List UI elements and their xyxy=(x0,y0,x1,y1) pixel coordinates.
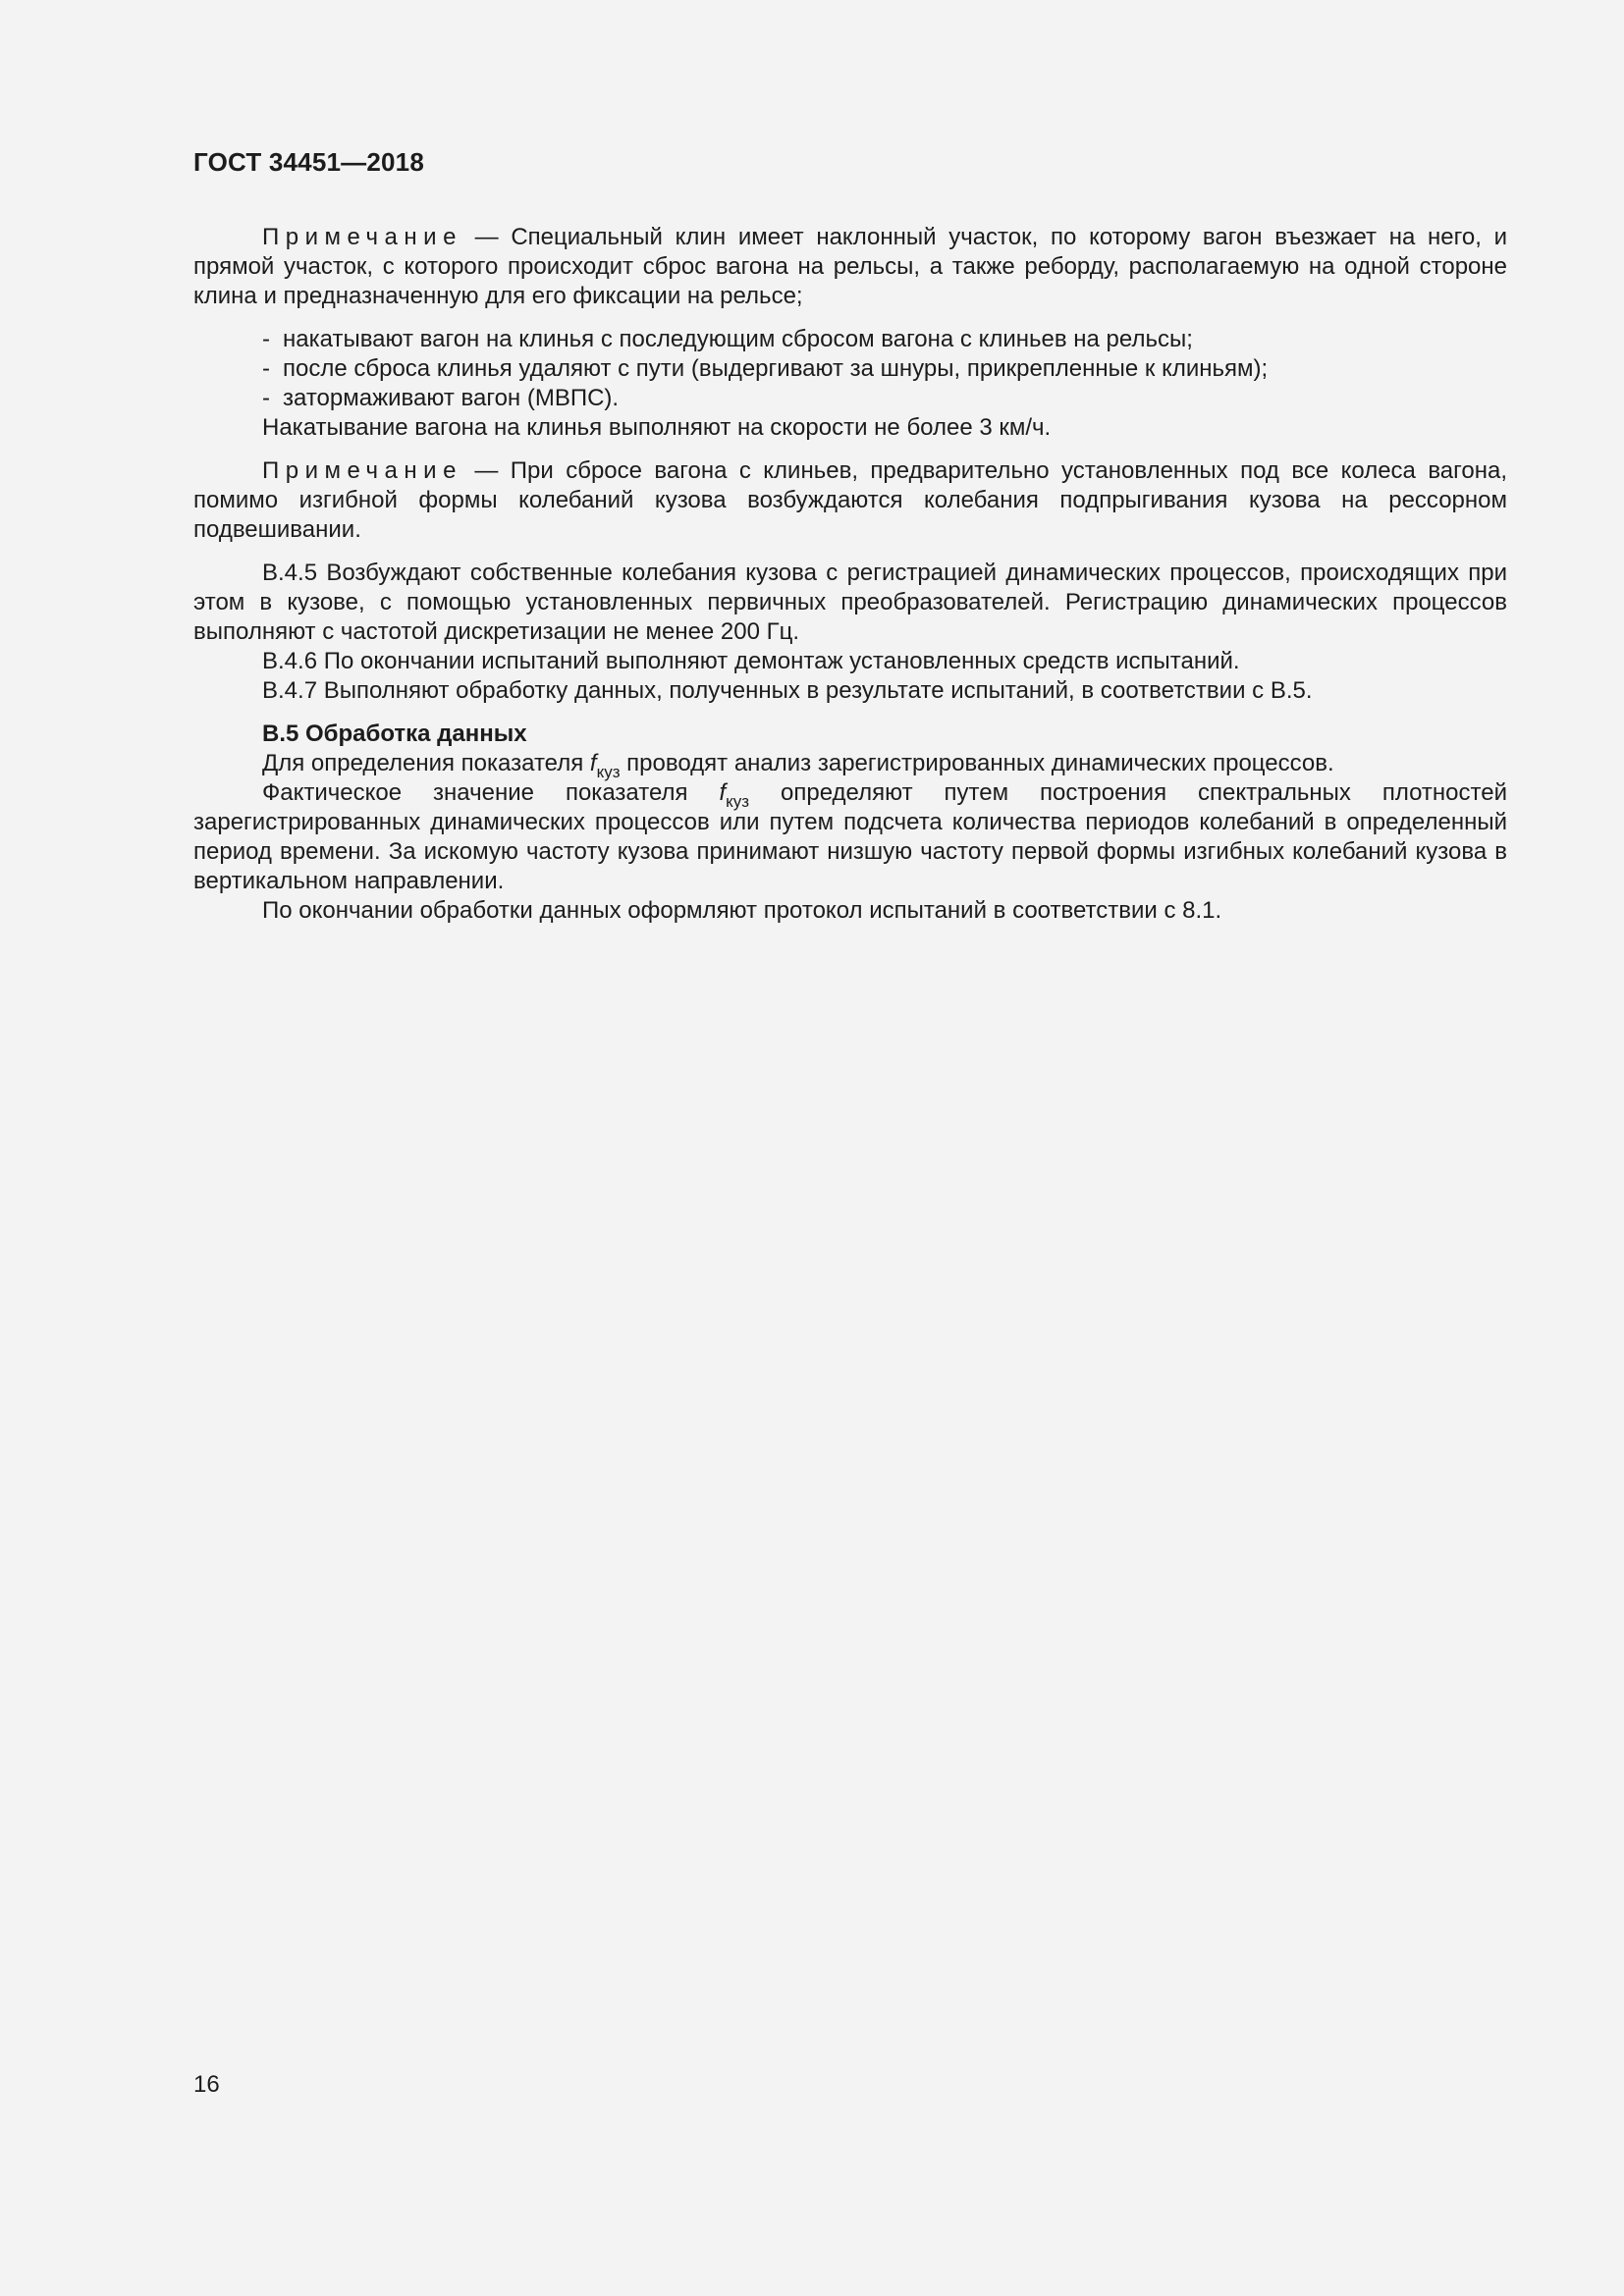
note-paragraph xyxy=(193,223,1507,311)
speed-paragraph: Накатывание вагона на клинья выполняют на скорости не более 3 км/ч. xyxy=(262,414,1052,441)
b5-paragraph-1 xyxy=(193,749,1507,781)
clause-b-4-5: В.4.5 Возбуждают собственные колебания кузова с регистрацией динамических процессов, происходящих при этом в кузове, с помощью установленных первичных преобразователей. Регистрацию динамических процессов выполняют с частотой дискретизации не менее 200 Гц. xyxy=(193,560,1507,645)
document-header: ГОСТ 34451—2018 xyxy=(193,147,424,177)
symbol-letter: f xyxy=(719,779,727,806)
list-item-text: затормаживают вагон (МВПС). xyxy=(283,385,620,411)
page-content xyxy=(193,223,1507,926)
b5-paragraph-2 xyxy=(193,778,1507,896)
clause-b-4-7: В.4.7 Выполняют обработку данных, полученных в результате испытаний, в соответствии с В.5. xyxy=(262,677,1313,704)
list-item xyxy=(262,384,1507,413)
note-paragraph xyxy=(193,456,1507,545)
clause-b-4-6: В.4.6 По окончании испытаний выполняют демонтаж установленных средств испытаний. xyxy=(262,648,1240,674)
note-text: — Специальный клин имеет наклонный участок, по которому вагон въезжает на него, и прямой участок, с которого происходит сброс вагона на рельсы, а также реборду, располагаемую на одной стороне клина и предназначенную для его фиксации на рельсе; xyxy=(193,224,1507,309)
procedure-list xyxy=(193,325,1507,413)
note-text: — При сбросе вагона с клиньев, предварительно установленных под все колеса вагона, помимо изгибной формы колебаний кузова возбуждаются колебания подпрыгивания кузова на рессорном подвешивании. xyxy=(193,457,1507,543)
note-label: Примечание xyxy=(262,457,462,484)
note-label: Примечание xyxy=(262,224,462,250)
list-item-text: после сброса клинья удаляют с пути (выдергивают за шнуры, прикрепленные к клиньям); xyxy=(283,355,1269,382)
list-dash: - xyxy=(262,326,270,352)
section-heading-b5: В.5 Обработка данных xyxy=(262,721,527,747)
frequency-symbol xyxy=(719,779,750,811)
frequency-symbol xyxy=(589,750,621,781)
list-dash: - xyxy=(262,385,270,411)
b5-p2-text-end: определяют путем построения спектральных плотностей зарегистрированных динамических процессов или путем подсчета количества периодов колебаний в определенный период времени. За искомую частоту кузова принимают низшую частоту первой формы изгибных колебаний кузова в вертикальном направлении. xyxy=(193,779,1507,894)
b5-p1-text-start: Для определения показателя xyxy=(262,750,590,776)
symbol-subscript: куз xyxy=(726,792,750,811)
list-dash: - xyxy=(262,355,270,382)
list-item xyxy=(262,325,1507,354)
symbol-subscript: куз xyxy=(596,763,621,781)
b5-p1-text-end: проводят анализ зарегистрированных динамических процессов. xyxy=(620,750,1334,776)
b5-paragraph-3: По окончании обработки данных оформляют протокол испытаний в соответствии с 8.1. xyxy=(262,897,1222,924)
list-item-text: накатывают вагон на клинья с последующим сбросом вагона с клиньев на рельсы; xyxy=(283,326,1193,352)
list-item xyxy=(262,354,1507,384)
symbol-letter: f xyxy=(589,750,597,776)
b5-p2-text-start: Фактическое значение показателя xyxy=(262,779,720,806)
page-number: 16 xyxy=(193,2071,220,2098)
